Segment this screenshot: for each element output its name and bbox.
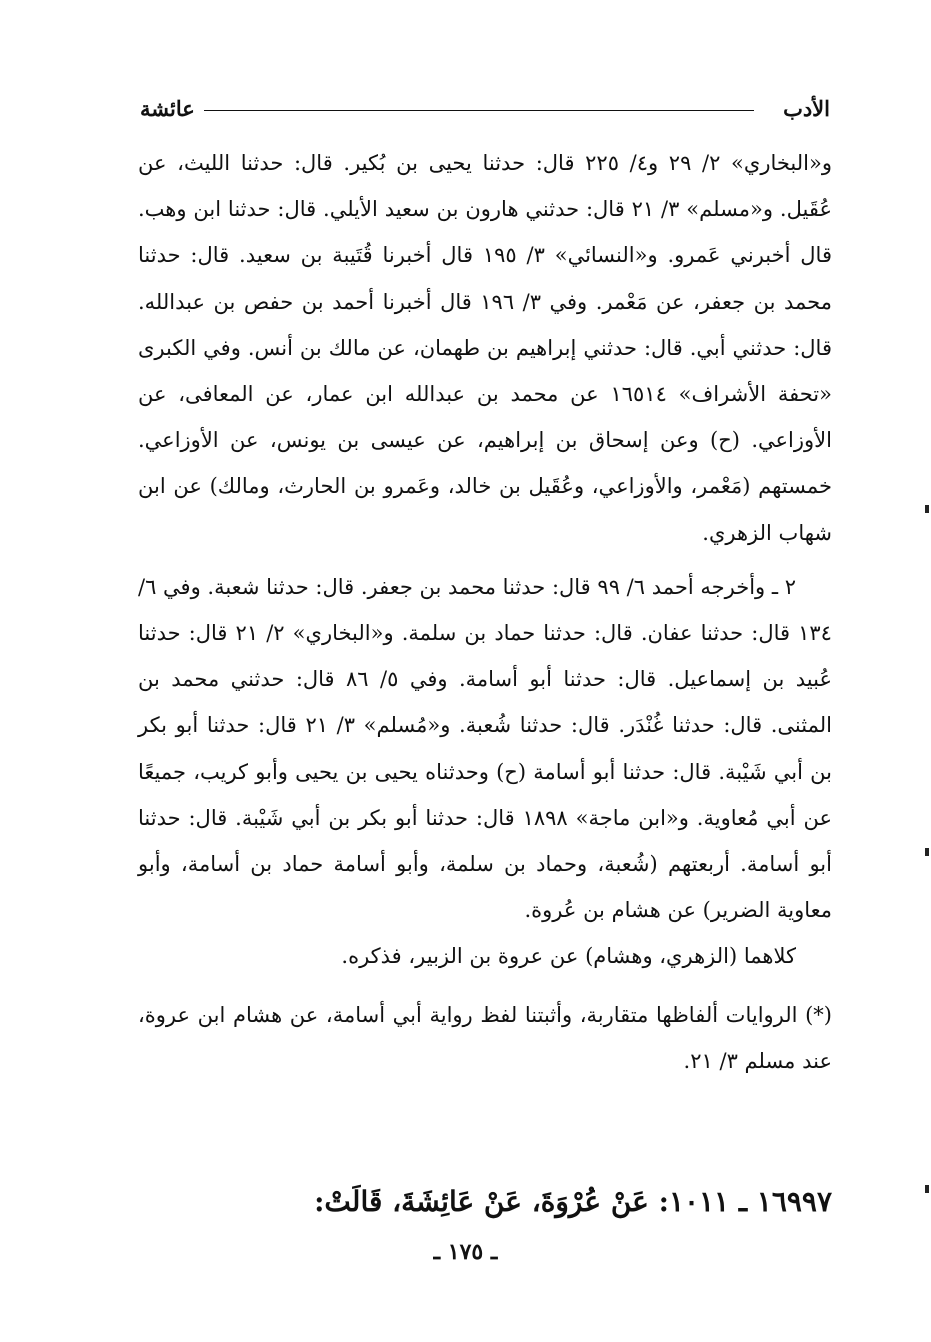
paragraph-note: (*) الروايات ألفاظها متقاربة، وأثبتنا لفظ رواية أبي أسامة، عن هشام ابن عروة، عند مسلم ٣/ ٢١. bbox=[138, 1002, 832, 1073]
margin-mark bbox=[925, 505, 929, 513]
margin-mark bbox=[925, 848, 929, 856]
paragraph-conclusion: كلاهما (الزهري، وهشام) عن عروة بن الزبير، فذكره. bbox=[341, 944, 796, 969]
margin-mark bbox=[925, 1185, 929, 1193]
header-rule bbox=[204, 110, 754, 111]
paragraph-sources-1: و«البخاري» ٢/ ٢٩ و٤/ ٢٢٥ قال: حدثنا يحيى بن بُكير. قال: حدثنا الليث، عن عُقَيل. و«مسلم» ٣/ ٢١ قال: حدثني هارون بن سعيد الأيلي. قال: حدثنا ابن وهب. قال أخبرني عَمرو. و«النسائي» ٣/ ١٩٥ قال أخبرنا قُتَيبة بن سعيد. قال: حدثنا محمد بن جعفر، عن مَعْمر. وفي ٣/ ١٩٦ قال أخبرنا أحمد بن حفص بن عبدالله. قال: حدثني أبي. قال: حدثني إبراهيم بن طهمان، عن مالك بن أنس. وفي الكبرى «تحفة الأشراف» ١٦٥١٤ عن محمد بن عبدالله ابن عمار، عن المعافى، عن الأوزاعي. (ح) وعن إسحاق بن إبراهيم، عن عيسى بن يونس، عن الأوزاعي. خمستهم (مَعْمر، والأوزاعي، وعُقَيل بن خالد، وعَمرو بن الحارث، ومالك) عن ابن شهاب الزهري. bbox=[138, 151, 832, 545]
footnote-text bbox=[138, 140, 832, 1084]
section-title: عائشة bbox=[140, 96, 195, 121]
hadith-heading-text: ١٦٩٩٧ ـ ١٠١١: عَنْ عُرْوَةَ، عَنْ عَائِشَةَ، قَالَتْ: bbox=[314, 1185, 832, 1218]
paragraph-sources-2: ٢ ـ وأخرجه أحمد ٦/ ٩٩ قال: حدثنا محمد بن جعفر. قال: حدثنا شعبة. وفي ٦/ ١٣٤ قال: حدثنا عفان. قال: حدثنا حماد بن سلمة. و«البخاري» ٢/ ٢١ قال: حدثنا عُبيد بن إسماعيل. قال: حدثنا أبو أسامة. وفي ٥/ ٨٦ قال: حدثني محمد بن المثنى. قال: حدثنا غُنْدَر. قال: حدثنا شُعبة. و«مُسلم» ٣/ ٢١ قال: حدثنا أبو بكر بن أبي شَيْبة. قال: حدثنا أبو أسامة (ح) وحدثناه يحيى بن يحيى وأبو كريب، جميعًا عن أبي مُعاوية. و«ابن ماجة» ١٨٩٨ قال: حدثنا أبو بكر بن أبي شَيْبة. قال: حدثنا أبو أسامة. أربعتهم (شُعبة، وحماد بن سلمة، وأبو أسامة حماد بن أسامة، وأبو معاوية الضرير) عن هشام بن عُروة. bbox=[138, 574, 833, 923]
page-number: ـ ١٧٥ ـ bbox=[433, 1239, 498, 1265]
chapter-title: الأدب bbox=[783, 96, 830, 121]
hadith-heading bbox=[138, 1178, 832, 1226]
running-header bbox=[140, 94, 830, 124]
